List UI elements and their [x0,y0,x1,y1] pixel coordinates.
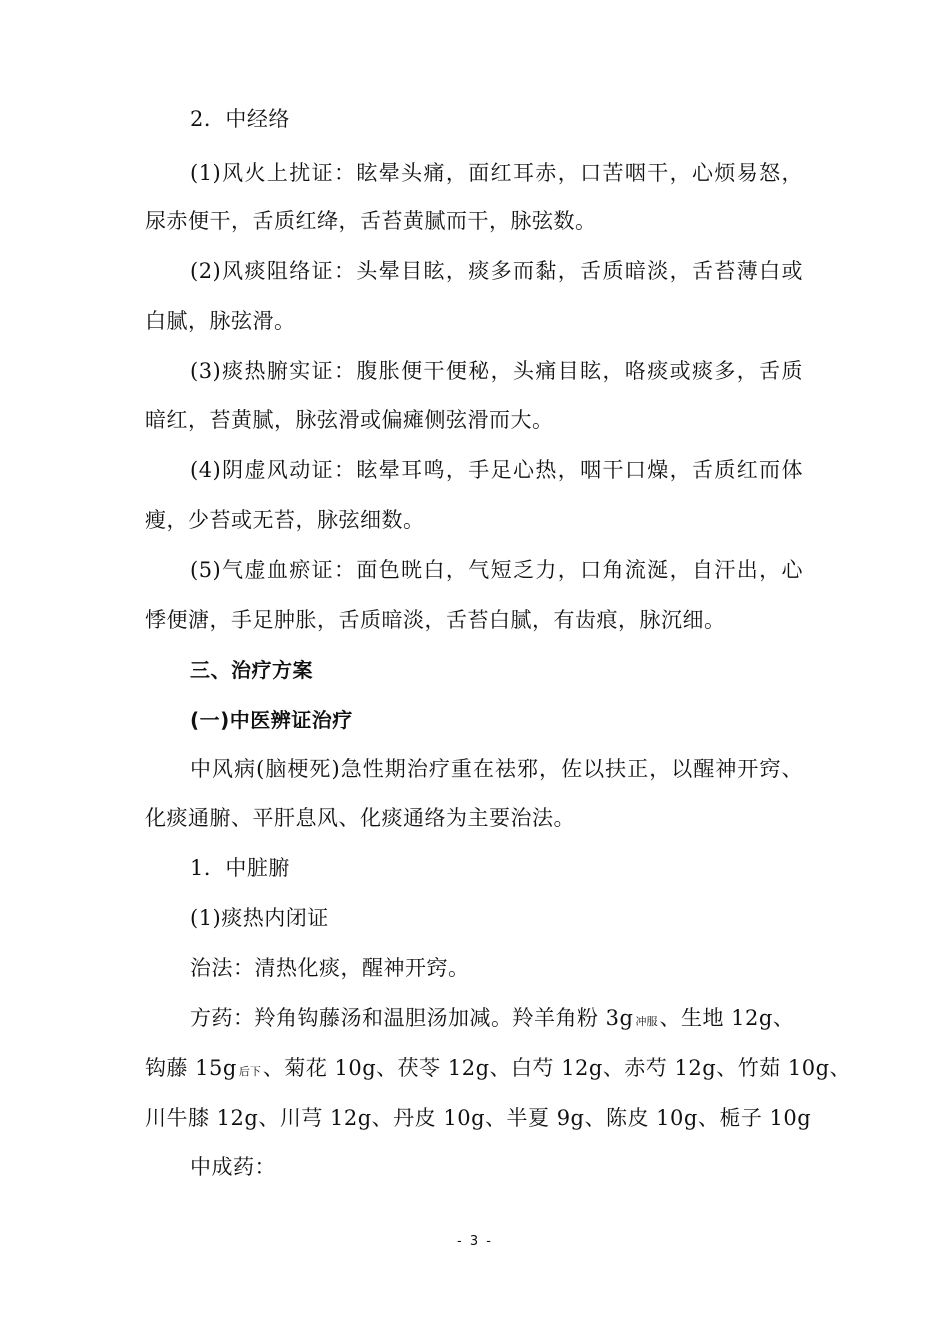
heading-treatment-plan: 三、治疗方案 [190,658,313,682]
paragraph-line: 瘦，少苔或无苔，脉弦细数。 [145,508,425,532]
patent-medicine-label: 中成药： [190,1155,276,1179]
paragraph-line: (1)风火上扰证：眩晕头痛，面红耳赤，口苦咽干，心烦易怒， [190,161,803,185]
prescription-line: 川牛膝 12g、川芎 12g、丹皮 10g、半夏 9g、陈皮 10g、栀子 10g [145,1106,812,1130]
page-number: - 3 - [457,1234,493,1249]
heading-tcm-treatment: (一)中医辨证治疗 [190,708,353,732]
paragraph-line: 白腻，脉弦滑。 [145,309,296,333]
paragraph-line: (2)风痰阻络证：头晕目眩，痰多而黏，舌质暗淡，舌苔薄白或 [190,259,803,283]
paragraph-line: (4)阴虚风动证：眩晕耳鸣，手足心热，咽干口燥，舌质红而体 [190,458,803,482]
paragraph-line: 中风病(脑梗死)急性期治疗重在祛邪，佐以扶正，以醒神开窍、 [190,757,803,781]
paragraph-line: 尿赤便干，舌质红绛，舌苔黄腻而干，脉弦数。 [145,209,597,233]
prescription-line: 方药：羚角钩藤汤和温胆汤加减。羚羊角粉 3g 冲服、生地 12g、 [190,1006,795,1030]
dosage-note: 后下 [238,1065,261,1078]
paragraph-line: 悸便溏，手足肿胀，舌质暗淡，舌苔白腻，有齿痕，脉沉细。 [145,608,726,632]
paragraph-line: (3)痰热腑实证：腹胀便干便秘，头痛目眩，咯痰或痰多，舌质 [190,359,803,383]
paragraph-line: (5)气虚血瘀证：面色晄白，气短乏力，口角流涎，自汗出，心 [190,558,803,582]
dosage-note: 冲服 [635,1015,658,1028]
section-title-zhongjingluo: 2．中经络 [190,107,290,131]
item-title: (1)痰热内闭证 [190,906,329,930]
section-title-zhongzangfu: 1．中脏腑 [190,856,290,880]
paragraph-line: 暗红，苔黄腻，脉弦滑或偏瘫侧弦滑而大。 [145,408,554,432]
paragraph-line: 化痰通腑、平肝息风、化痰通络为主要治法。 [145,806,575,830]
prescription-line: 钩藤 15g 后下、菊花 10g、茯苓 12g、白芍 12g、赤芍 12g、竹茹 10g、 [145,1056,852,1080]
treatment-method: 治法：清热化痰，醒神开窍。 [190,956,470,980]
